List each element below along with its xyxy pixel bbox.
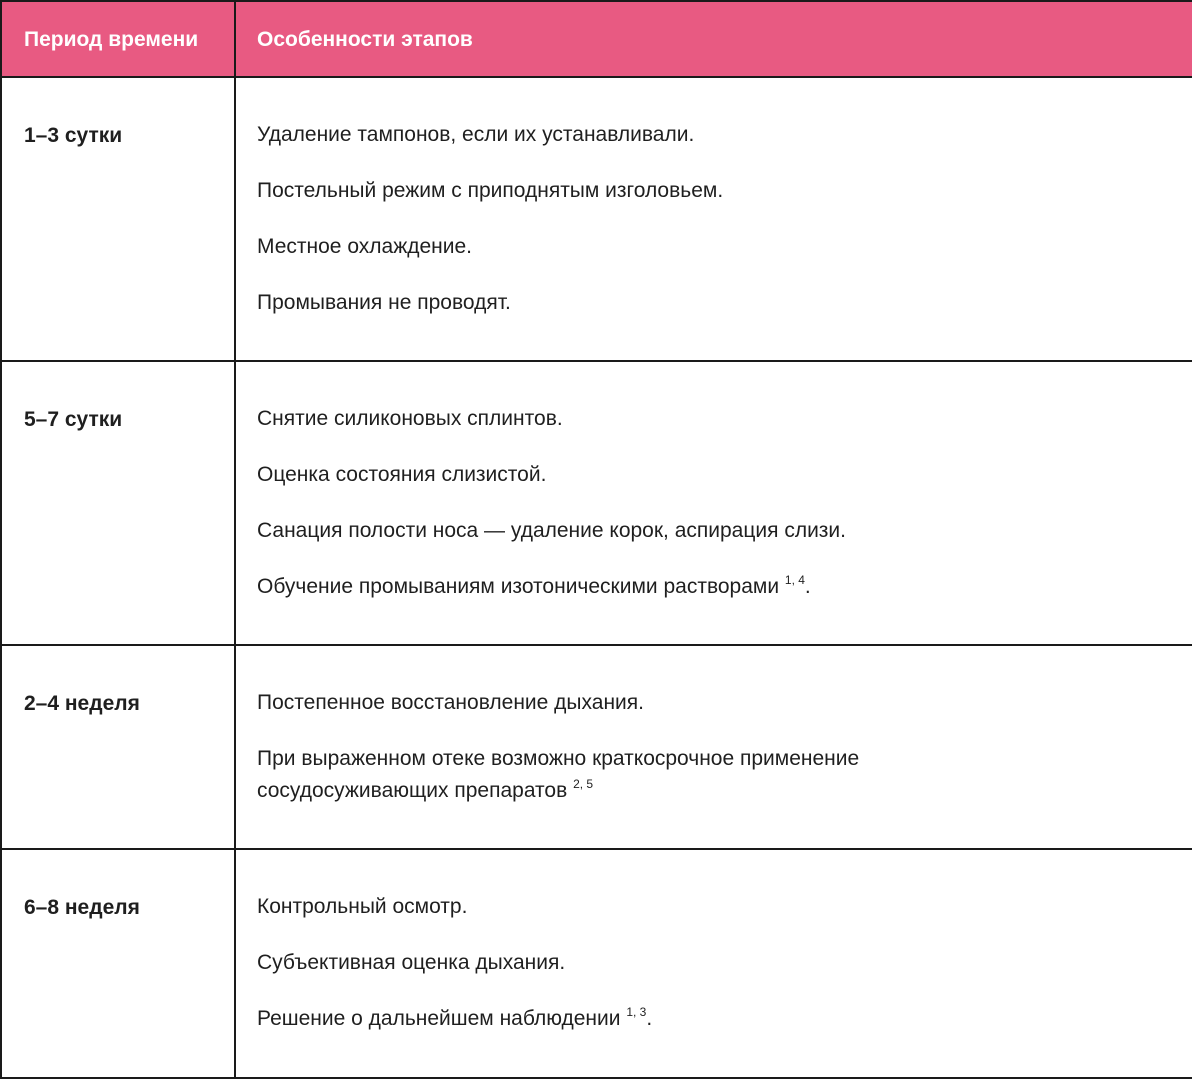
features-cell	[257, 403, 1157, 627]
footnote-ref: 1, 3	[626, 1005, 647, 1019]
table-row	[2, 78, 1192, 360]
features-cell	[257, 687, 1017, 831]
table-header	[2, 2, 1192, 78]
footnote-ref: 1, 4	[784, 573, 805, 587]
period-cell: 1–3 сутки	[24, 124, 123, 147]
period-cell: 2–4 неделя	[24, 692, 140, 715]
feature-item: Решение о дальнейшем наблюдении $^{1, 3}$.	[257, 1005, 653, 1030]
header-period: Период времени	[24, 28, 199, 51]
table-row	[2, 850, 1192, 1077]
features-cell	[257, 119, 1157, 343]
feature-item: Промывания не проводят.	[257, 291, 511, 314]
features-cell	[257, 891, 1157, 1059]
feature-item: При выраженном отеке возможно краткосрочное применение сосудосуживающих препаратов $^{2, 5}$	[257, 747, 860, 802]
table-row	[2, 362, 1192, 644]
table-row	[2, 646, 1192, 848]
feature-item: Снятие силиконовых сплинтов.	[257, 407, 563, 430]
feature-item: Санация полости носа — удаление корок, аспирация слизи.	[257, 519, 846, 542]
feature-item: Обучение промываниям изотоническими растворами $^{1, 4}$.	[257, 573, 811, 598]
feature-item: Контрольный осмотр.	[257, 895, 468, 918]
feature-item: Субъективная оценка дыхания.	[257, 951, 566, 974]
feature-item: Постепенное восстановление дыхания.	[257, 691, 644, 714]
period-cell: 5–7 сутки	[24, 408, 123, 431]
feature-item: Постельный режим с приподнятым изголовьем.	[257, 179, 724, 202]
feature-item: Удаление тампонов, если их устанавливали.	[257, 123, 695, 146]
footnote-ref: 2, 5	[573, 777, 594, 791]
feature-item: Местное охлаждение.	[257, 235, 473, 258]
feature-item: Оценка состояния слизистой.	[257, 463, 547, 486]
header-features: Особенности этапов	[257, 28, 473, 51]
period-cell: 6–8 неделя	[24, 896, 140, 919]
